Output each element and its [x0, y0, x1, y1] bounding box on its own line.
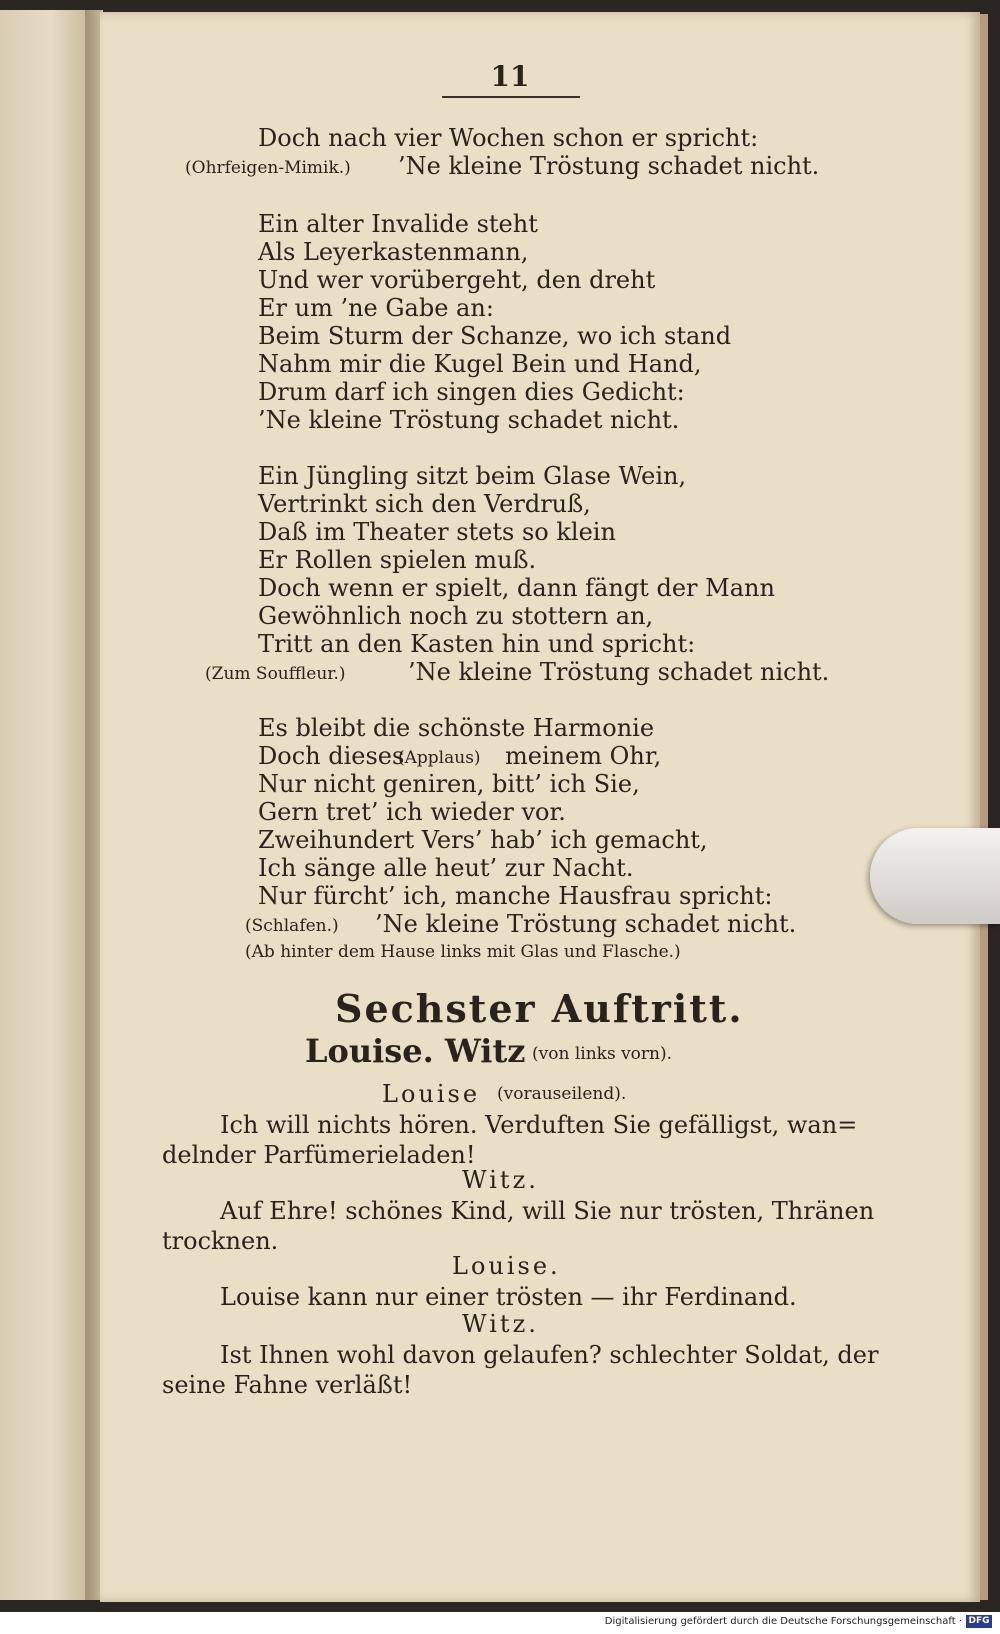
facing-page: [0, 10, 85, 1600]
page-number: 11: [490, 60, 530, 93]
verse-line: Doch wenn er spielt, dann fängt der Mann: [258, 574, 775, 602]
dialogue-line: Auf Ehre! schönes Kind, will Sie nur trösten, Thränen: [220, 1197, 875, 1225]
verse-line: Nur nicht geniren, bitt’ ich Sie,: [258, 770, 640, 798]
footer-credit: Digitalisierung gefördert durch die Deutsche Forschungsgemeinschaft ·: [604, 1616, 962, 1627]
verse-line: Doch dieses: [258, 742, 405, 770]
speaker-name: Witz.: [462, 1310, 539, 1338]
verse-line: Es bleibt die schönste Harmonie: [258, 714, 655, 742]
verse-line: Drum darf ich singen dies Gedicht:: [258, 378, 685, 406]
verse-line: Vertrinkt sich den Verdruß,: [258, 490, 591, 518]
stage-direction: (Schlafen.): [245, 916, 339, 936]
verse-line: Beim Sturm der Schanze, wo ich stand: [258, 322, 732, 350]
verse-line: Tritt an den Kasten hin und spricht:: [258, 630, 696, 658]
verse-line: Daß im Theater stets so klein: [258, 518, 616, 546]
dialogue-line: Ich will nichts hören. Verduften Sie gefälligst, wan=: [220, 1111, 858, 1139]
stage-direction: (von links vorn).: [532, 1044, 673, 1064]
verse-line: Und wer vorübergeht, den dreht: [258, 266, 656, 294]
dialogue-line: Louise kann nur einer trösten — ihr Ferdinand.: [220, 1283, 797, 1311]
page-edge: [980, 14, 988, 1600]
stage-direction: (Ohrfeigen-Mimik.): [185, 158, 351, 178]
verse-line: Nur fürcht’ ich, manche Hausfrau spricht:: [258, 882, 773, 910]
verse-line: ’Ne kleine Tröstung schadet nicht.: [375, 910, 797, 938]
verse-line: Als Leyerkastenmann,: [258, 238, 529, 266]
dialogue-line: delnder Parfümerieladen!: [162, 1141, 476, 1169]
verse-line: meinem Ohr,: [505, 742, 662, 770]
verse-line: Er um ’ne Gabe an:: [258, 294, 494, 322]
dfg-logo: DFG: [966, 1615, 992, 1628]
verse-line: ’Ne kleine Tröstung schadet nicht.: [408, 658, 830, 686]
verse-line: Gern tret’ ich wieder vor.: [258, 798, 566, 826]
stage-direction: (Zum Souffleur.): [205, 664, 346, 684]
verse-line: Nahm mir die Kugel Bein und Hand,: [258, 350, 702, 378]
scene-heading: Sechster Auftritt.: [335, 986, 744, 1031]
verse-line: Ein alter Invalide steht: [258, 210, 538, 238]
dialogue-line: trocknen.: [162, 1227, 279, 1255]
verse-line: Gewöhnlich noch zu stottern an,: [258, 602, 654, 630]
page-clip: [870, 828, 1000, 924]
verse-line: Ich sänge alle heut’ zur Nacht.: [258, 854, 634, 882]
dialogue-line: Ist Ihnen wohl davon gelaufen? schlechter Soldat, der: [220, 1341, 879, 1369]
stage-direction: (Ab hinter dem Hause links mit Glas und Flasche.): [245, 942, 681, 962]
speaker-name: Louise.: [452, 1252, 561, 1280]
verse-line: Ein Jüngling sitzt beim Glase Wein,: [258, 462, 687, 490]
speaker-name: Louise: [382, 1080, 481, 1108]
speaker-name: Witz.: [462, 1166, 539, 1194]
verse-line: Doch nach vier Wochen schon er spricht:: [258, 124, 759, 152]
stage-direction: (Applaus): [398, 748, 481, 768]
page-number-rule: [442, 96, 580, 98]
scene-characters: Louise. Witz: [305, 1032, 526, 1070]
verse-line: ’Ne kleine Tröstung schadet nicht.: [398, 152, 820, 180]
dialogue-line: seine Fahne verläßt!: [162, 1371, 413, 1399]
verse-line: ’Ne kleine Tröstung schadet nicht.: [258, 406, 680, 434]
verse-line: Zweihundert Vers’ hab’ ich gemacht,: [258, 826, 708, 854]
stage-direction: (vorauseilend).: [497, 1084, 627, 1104]
verse-line: Er Rollen spielen muß.: [258, 546, 537, 574]
